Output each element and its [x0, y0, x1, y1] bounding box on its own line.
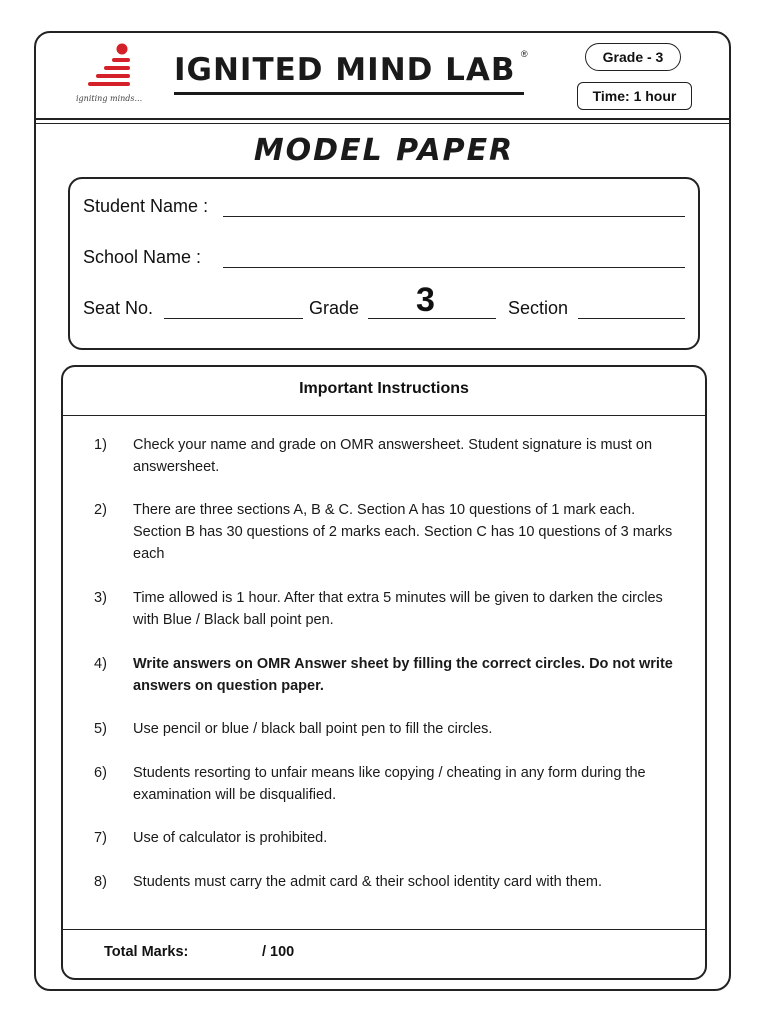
instruction-number: 1): [94, 437, 107, 453]
header-divider-thin: [36, 123, 730, 124]
time-badge: Time: 1 hour: [577, 82, 692, 110]
grade-label: Grade: [309, 298, 360, 318]
brand-underline: [174, 92, 524, 95]
page-title: MODEL PAPER: [253, 133, 515, 168]
header-divider: [36, 118, 730, 120]
instruction-text: Students must carry the admit card & their school identity card with them.: [133, 874, 603, 890]
school-name-label: School Name :: [83, 247, 202, 267]
instruction-number: 7): [94, 830, 107, 846]
instruction-text: Use pencil or blue / black ball point pen to fill the circles.: [133, 721, 493, 737]
instructions-heading-divider: [62, 415, 706, 416]
logo-tagline: igniting minds...: [76, 94, 143, 103]
total-marks-value: / 100: [262, 944, 295, 960]
instruction-text: Time allowed is 1 hour. After that extra 5 minutes will be given to darken the circles with Blue / Black ball point pen.: [133, 590, 663, 628]
instruction-number: 3): [94, 590, 107, 606]
instruction-number: 6): [94, 765, 107, 781]
school-name-field[interactable]: [223, 267, 685, 268]
section-field[interactable]: [578, 318, 685, 319]
student-name-field[interactable]: [223, 216, 685, 217]
instruction-number: 4): [94, 656, 107, 672]
instructions-heading: Important Instructions: [299, 380, 469, 397]
seat-number-field[interactable]: [164, 318, 303, 319]
student-name-label: Student Name :: [83, 196, 209, 216]
instruction-text: Use of calculator is prohibited.: [133, 830, 328, 846]
total-marks-label: Total Marks:: [104, 944, 189, 960]
instruction-number: 8): [94, 874, 107, 890]
seat-number-label: Seat No.: [83, 298, 154, 318]
instruction-text: Write answers on OMR Answer sheet by filling the correct circles. Do not write answers on question paper.: [133, 656, 673, 694]
instruction-text: Students resorting to unfair means like copying / cheating in any form during the examination will be disqualified.: [133, 765, 646, 803]
section-label: Section: [508, 298, 569, 318]
instruction-text: There are three sections A, B & C. Section A has 10 questions of 1 mark each. Section B has 30 questions of 2 marks each. Section C has 10 questions of 3 marks each: [133, 502, 673, 562]
instruction-text: Check your name and grade on OMR answersheet. Student signature is must on answersheet.: [133, 437, 653, 475]
brand-name: IGNITED MIND LAB: [174, 52, 516, 88]
grade-value: 3: [416, 281, 435, 319]
instruction-number: 2): [94, 502, 107, 518]
instruction-number: 5): [94, 721, 107, 737]
registered-mark: ®: [521, 49, 528, 59]
grade-badge: Grade - 3: [585, 43, 681, 71]
footer-divider: [62, 929, 706, 930]
